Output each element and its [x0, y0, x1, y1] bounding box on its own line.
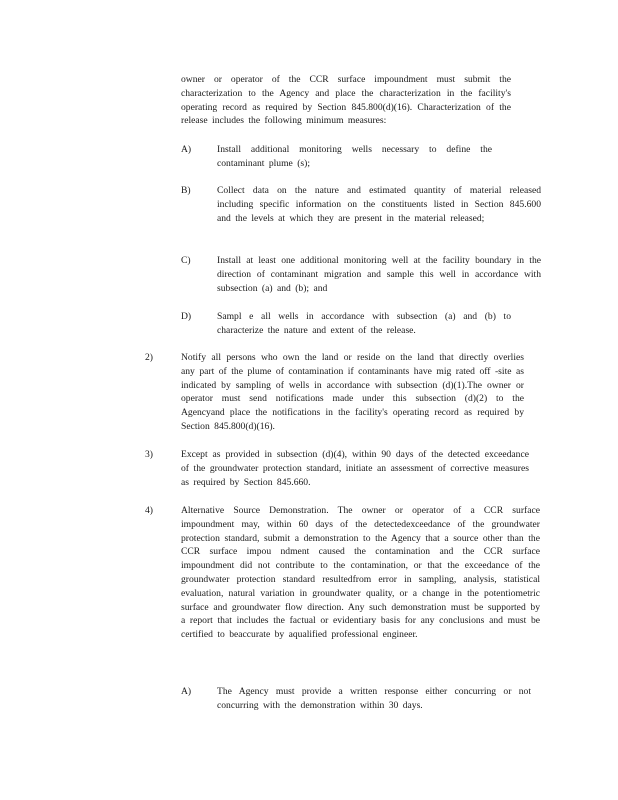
sub-item-a-text: Install additional monitoring wells necessary to define the contaminant plume (s); — [217, 144, 492, 169]
item-4-sub-a-text: The Agency must provide a written response either concurring or not concurring with the demonstration within 30 days. — [217, 686, 531, 711]
sub-item-b-text: Collect data on the nature and estimated quantity of material released including specific information on the constituents listed in Section 845.600 and the levels at which they are present in the material released; — [217, 185, 541, 224]
item-4-label: 4) — [145, 505, 153, 516]
intro-paragraph: owner or operator of the CCR surface impoundment must submit the characterization to the Agency and place the characterization in the facility's operating record as required by Section 845.800(d)(16). Characterization of the release includes the following minimum measures: — [181, 74, 511, 127]
item-4-text: Alternative Source Demonstration. The owner or operator of a CCR surface impoundment may, within 60 days of the detectedexceedance of the groundwater protection standard, submit a demonstration to the Agency that a source other than the CCR surface impou ndment caused the contamination and the CCR surface impoundment did not contribute to the contamination, or that the exceedance of the groundwater protection standard resultedfrom error in sampling, analysis, statistical evaluation, natural variation in groundwater quality, or a change in the potentiometric surface and groundwater flow direction. Any such demonstration must be supported by a report that includes the factual or evidentiary basis for any conclusions and must be certified to beaccurate by aqualified professional engineer. — [181, 505, 540, 641]
sub-item-d-label: D) — [181, 311, 192, 322]
item-3-text: Except as provided in subsection (d)(4), within 90 days of the detected exceedance of the groundwater protection standard, initiate an assessment of corrective measures as required by Section 845.660. — [181, 449, 529, 488]
sub-item-a-label: A) — [181, 144, 192, 155]
sub-item-d-text: Sampl e all wells in accordance with subsection (a) and (b) to characterize the nature and extent of the release. — [217, 311, 511, 336]
item-3-label: 3) — [145, 449, 153, 460]
sub-item-c-text: Install at least one additional monitoring well at the facility boundary in the direction of contaminant migration and sample this well in accordance with subsection (a) and (b); and — [217, 255, 541, 294]
sub-item-c-label: C) — [181, 255, 191, 266]
item-2-text: Notify all persons who own the land or reside on the land that directly overlies any part of the plume of contamination if contaminants have mig rated off -site as indicated by sampling of wells in accordance with subsection (d)(1).The owner or operator must send notifications made under this subsection (d)(2) to the Agencyand place the notifications in the facility's operating record as required by Section 845.800(d)(16). — [181, 352, 524, 432]
sub-item-b-label: B) — [181, 185, 191, 196]
item-4-sub-a-label: A) — [181, 686, 192, 697]
item-2-label: 2) — [145, 352, 153, 363]
